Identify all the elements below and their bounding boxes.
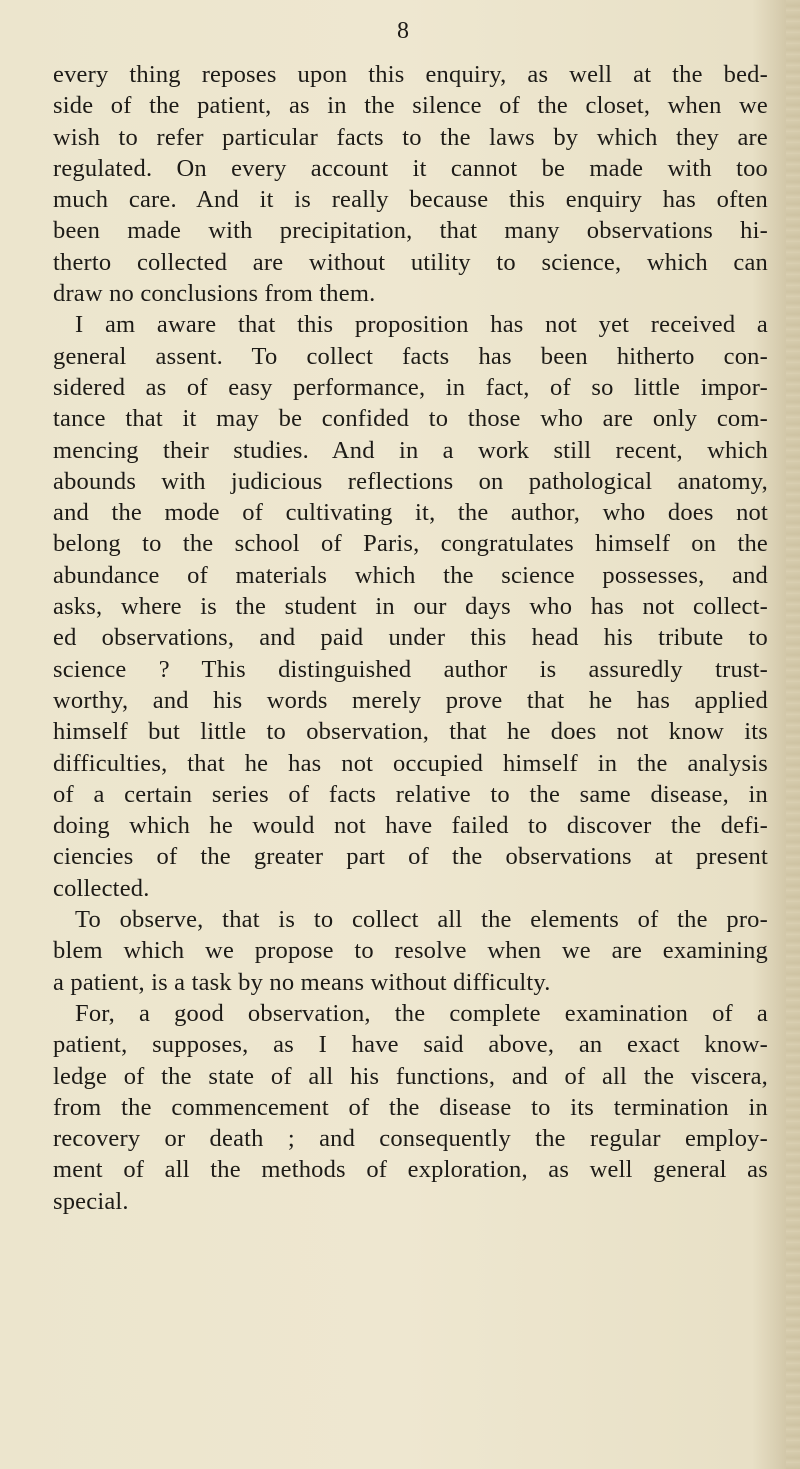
page-number: 8	[397, 18, 409, 44]
text-line: ciencies of the greater part of the observations at present	[53, 843, 768, 871]
text-line: regulated. On every account it cannot be made with too	[53, 154, 768, 182]
text-line: wish to refer particular facts to the laws by which they are	[53, 123, 768, 151]
text-line: sidered as of easy performance, in fact, of so little impor-	[53, 373, 768, 401]
page-edge-shadow	[786, 0, 800, 1469]
text-line: been made with precipitation, that many observations hi-	[53, 217, 768, 245]
text-line: general assent. To collect facts has been hitherto con-	[53, 342, 768, 370]
text-line: side of the patient, as in the silence of the closet, when we	[53, 92, 768, 120]
text-line: abounds with judicious reflections on pathological anatomy,	[53, 467, 768, 495]
text-line: mencing their studies. And in a work still recent, which	[53, 436, 768, 464]
text-line: every thing reposes upon this enquiry, as well at the bed-	[53, 61, 768, 88]
text-line: from the commencement of the disease to its termination in	[53, 1093, 768, 1121]
text-line: difficulties, that he has not occupied himself in the analysis	[53, 749, 768, 777]
text-line: much care. And it is really because this enquiry has often	[53, 186, 768, 214]
text-line: draw no conclusions from them.	[53, 280, 376, 308]
text-line: For, a good observation, the complete examination of a	[75, 999, 768, 1027]
text-line: ment of all the methods of exploration, as well general as	[53, 1156, 768, 1184]
body-text	[53, 59, 768, 1217]
text-line: of a certain series of facts relative to the same disease, in	[53, 780, 768, 808]
text-line: ledge of the state of all his functions, and of all the viscera,	[53, 1062, 768, 1090]
text-line: special.	[53, 1187, 129, 1215]
text-line: and the mode of cultivating it, the author, who does not	[53, 499, 768, 527]
text-line: patient, supposes, as I have said above, an exact know-	[53, 1031, 768, 1059]
text-line: doing which he would not have failed to discover the defi-	[53, 812, 768, 840]
text-line: worthy, and his words merely prove that he has applied	[53, 686, 768, 714]
text-line: science ? This distinguished author is assuredly trust-	[53, 655, 768, 683]
text-line: belong to the school of Paris, congratulates himself on the	[53, 530, 768, 558]
text-line: therto collected are without utility to science, which can	[53, 248, 768, 276]
text-line: asks, where is the student in our days who has not collect-	[53, 593, 768, 621]
text-line: tance that it may be confided to those who are only com-	[53, 405, 768, 433]
text-line: ed observations, and paid under this head his tribute to	[53, 624, 768, 652]
text-line: To observe, that is to collect all the elements of the pro-	[75, 906, 768, 934]
text-line: I am aware that this proposition has not yet received a	[75, 311, 768, 339]
text-line: recovery or death ; and consequently the regular employ-	[53, 1125, 768, 1153]
text-line: a patient, is a task by no means without difficulty.	[53, 968, 551, 996]
text-line: himself but little to observation, that he does not know its	[53, 718, 768, 746]
text-line: abundance of materials which the science possesses, and	[53, 561, 768, 589]
text-line: blem which we propose to resolve when we are examining	[53, 937, 768, 965]
text-line: collected.	[53, 874, 150, 902]
